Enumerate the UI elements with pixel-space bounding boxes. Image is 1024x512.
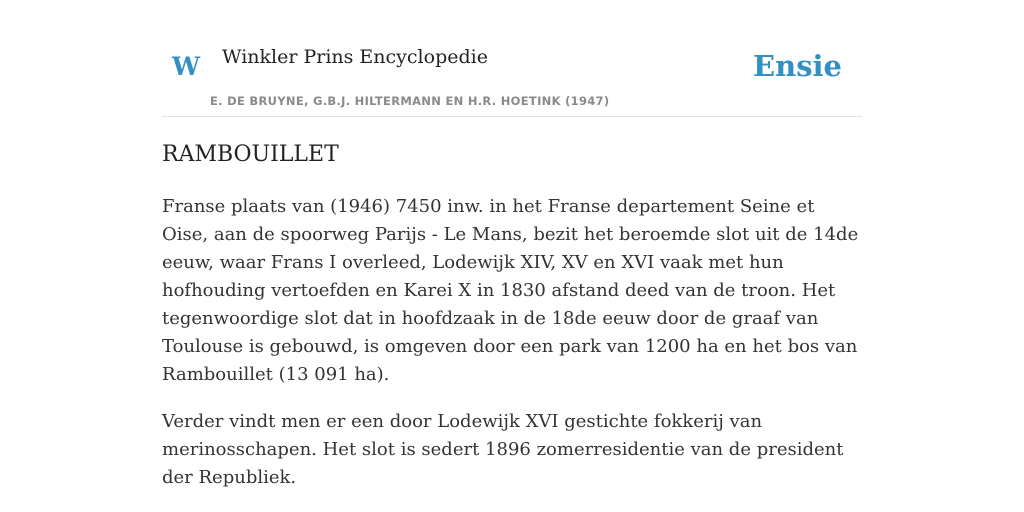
- ensie-logo[interactable]: Ensie: [753, 49, 842, 83]
- winkler-prins-logo[interactable]: W: [172, 52, 201, 81]
- entry-title: RAMBOUILLET: [162, 142, 339, 167]
- paragraph: Verder vindt men er een door Lodewijk XVI gestichte fokkerij van merinosschapen. Het slot is sedert 1896 zomerresidentie van de president der Republiek.: [162, 411, 844, 488]
- publication-title[interactable]: Winkler Prins Encyclopedie: [222, 46, 488, 68]
- publication-authors: E. DE BRUYNE, G.B.J. HILTERMANN EN H.R. HOETINK (1947): [210, 94, 610, 108]
- encyclopedia-header: [162, 36, 862, 117]
- paragraph: Franse plaats van (1946) 7450 inw. in het Franse departement Seine et Oise, aan de spoorweg Parijs - Le Mans, bezit het beroemde slot uit de 14de eeuw, waar Frans I overleed, Lodewijk XIV, XV en XVI vaak met hun hofhouding vertoefden en Karei X in 1830 afstand deed van de troon. Het tegenwoordige slot dat in hoofdzaak in de 18de eeuw door de graaf van Toulouse is gebouwd, is omgeven door een park van 1200 ha en het bos van Rambouillet (13 091 ha).: [162, 196, 859, 385]
- entry-body: [162, 193, 864, 511]
